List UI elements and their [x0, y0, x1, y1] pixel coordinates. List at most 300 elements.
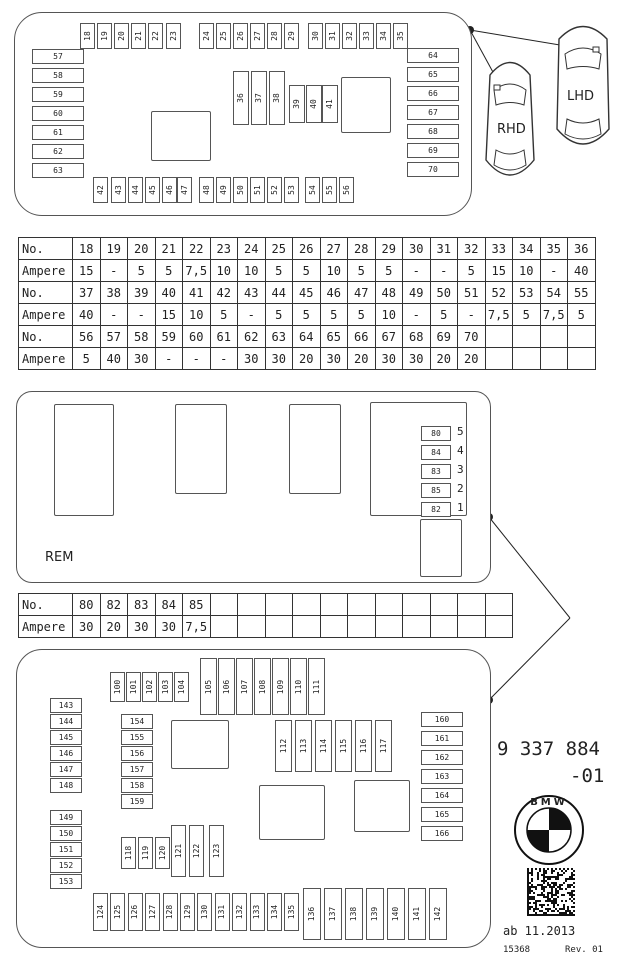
fuse-42	[93, 177, 108, 203]
fuse-22	[148, 23, 163, 49]
fuse-65: 65	[407, 67, 459, 82]
fuse-141	[408, 888, 426, 940]
table-cell: 53	[513, 282, 541, 304]
bottom-fuse-box-panel	[16, 649, 491, 948]
fuse-35	[393, 23, 408, 49]
table-cell: 54	[540, 282, 568, 304]
fuse-67: 67	[407, 105, 459, 120]
row-header: No.	[19, 594, 73, 616]
fuse-148: 148	[50, 778, 82, 793]
fuse-130	[197, 893, 212, 931]
fuse-127	[145, 893, 160, 931]
fuse-label: 139	[370, 906, 379, 922]
table-row	[19, 616, 513, 638]
fuse-label: 135	[286, 904, 296, 920]
fuse-label: 102	[144, 679, 154, 695]
fuse-112	[275, 720, 292, 772]
fuse-label: 48	[201, 185, 211, 195]
table-cell: 10	[238, 260, 266, 282]
fuse-label: 21	[133, 31, 143, 41]
datamatrix-code	[527, 868, 575, 916]
fuse-54	[305, 177, 320, 203]
bmw-logo	[513, 794, 585, 866]
fuse-24	[199, 23, 214, 49]
table-cell: 5	[348, 304, 376, 326]
fuse-label: 114	[318, 738, 328, 754]
table-cell: 80	[73, 594, 101, 616]
fuse-144: 144	[50, 714, 82, 729]
relay-block-c	[354, 780, 410, 832]
fuse-46	[162, 177, 177, 203]
fuse-label: 121	[173, 843, 183, 859]
fuse-label: 31	[327, 31, 337, 41]
fuse-25	[216, 23, 231, 49]
table-cell: 5	[375, 260, 403, 282]
table-cell: 84	[155, 594, 183, 616]
table-cell: 68	[403, 326, 431, 348]
fuse-label: 20	[116, 31, 126, 41]
row-header: No.	[19, 282, 73, 304]
table-cell: 34	[513, 238, 541, 260]
rem-fuse-box-panel	[16, 391, 491, 583]
l-shaped-block	[370, 402, 467, 516]
table-cell: 20	[293, 348, 321, 370]
fuse-label: 129	[182, 904, 192, 920]
fuse-label: 127	[147, 904, 157, 920]
fuse-label: 19	[99, 31, 109, 41]
fuse-84: 84	[421, 445, 451, 460]
fuse-159: 159	[121, 794, 153, 809]
table-cell: 20	[430, 348, 458, 370]
fuse-131	[215, 893, 230, 931]
fuse-161: 161	[421, 731, 463, 746]
table-cell: 20	[128, 238, 156, 260]
fuse-label: 36	[236, 93, 245, 103]
fuse-label: 24	[201, 31, 211, 41]
fuse-105	[200, 658, 217, 715]
fuse-158: 158	[121, 778, 153, 793]
table-cell: 30	[128, 348, 156, 370]
rem-position-label: 3	[457, 463, 464, 476]
table-cell: 30	[155, 616, 183, 638]
table-cell	[375, 594, 403, 616]
fuse-162: 162	[421, 750, 463, 765]
relay-block-2	[175, 404, 227, 494]
fuse-label: 107	[239, 679, 249, 694]
fuse-111	[308, 658, 325, 715]
fuse-38	[269, 71, 285, 125]
fuse-83: 83	[421, 464, 451, 479]
table-cell: 49	[403, 282, 431, 304]
fuse-145: 145	[50, 730, 82, 745]
table-cell	[375, 616, 403, 638]
table-cell	[403, 616, 431, 638]
fuse-label: 44	[130, 185, 140, 195]
fuse-label: 109	[275, 679, 285, 694]
fuse-36	[233, 71, 249, 125]
fuse-label: 132	[234, 904, 244, 920]
table-cell: 42	[210, 282, 238, 304]
fuse-63: 63	[32, 163, 84, 178]
fuse-102	[142, 672, 157, 702]
table-cell: 5	[513, 304, 541, 326]
fuse-66: 66	[407, 86, 459, 101]
fuse-label: 106	[221, 679, 231, 694]
fuse-label: 39	[292, 99, 301, 109]
fuse-56	[339, 177, 354, 203]
fuse-60: 60	[32, 106, 84, 121]
car-lhd-icon	[553, 14, 613, 154]
rem-position-label: 4	[457, 444, 464, 457]
fuse-label: 22	[150, 31, 160, 41]
fuse-ampere-table-2	[18, 593, 513, 638]
fuse-49	[216, 177, 231, 203]
lhd-label: LHD	[567, 89, 595, 104]
table-cell: 15	[155, 304, 183, 326]
row-header: Ampere	[19, 348, 73, 370]
fuse-58: 58	[32, 68, 84, 83]
fuse-68: 68	[407, 124, 459, 139]
fuse-114	[315, 720, 332, 772]
fuse-143: 143	[50, 698, 82, 713]
row-header: Ampere	[19, 260, 73, 282]
fuse-label: 140	[391, 906, 400, 922]
fuse-61: 61	[32, 125, 84, 140]
fuse-label: 50	[235, 185, 245, 195]
table-cell: -	[100, 304, 128, 326]
fuse-109	[272, 658, 289, 715]
table-cell	[485, 594, 513, 616]
table-cell: 62	[238, 326, 266, 348]
table-cell	[320, 616, 348, 638]
table-cell: 37	[73, 282, 101, 304]
rem-position-label: 1	[457, 501, 464, 514]
fuse-142	[429, 888, 447, 940]
fuse-label: 101	[128, 679, 138, 695]
car-rhd-diagram	[480, 50, 540, 194]
fuse-29	[284, 23, 299, 49]
table-cell: 39	[128, 282, 156, 304]
fuse-label: 52	[269, 185, 279, 195]
fuse-41	[322, 85, 338, 123]
table-cell: 30	[375, 348, 403, 370]
table-cell: 5	[568, 304, 596, 326]
fuse-label: 46	[164, 185, 174, 195]
fuse-138	[345, 888, 363, 940]
table-cell: 7,5	[485, 304, 513, 326]
fuse-156: 156	[121, 746, 153, 761]
rhd-label: RHD	[497, 122, 526, 137]
fuse-label: 112	[278, 738, 288, 754]
table-cell	[265, 594, 293, 616]
table-cell: 66	[348, 326, 376, 348]
table-cell	[320, 594, 348, 616]
fuse-51	[250, 177, 265, 203]
table-cell	[540, 326, 568, 348]
fuse-label: 119	[140, 845, 150, 861]
fuse-82: 82	[421, 502, 451, 517]
fuse-118	[121, 837, 136, 869]
table-cell: 5	[73, 348, 101, 370]
fuse-146: 146	[50, 746, 82, 761]
fuse-label: 32	[344, 31, 354, 41]
table-cell	[513, 326, 541, 348]
date-label: ab 11.2013	[503, 924, 576, 938]
table-cell: 58	[128, 326, 156, 348]
fuse-label: 138	[349, 906, 358, 922]
table-cell: 57	[100, 326, 128, 348]
table-cell: 60	[183, 326, 211, 348]
table-cell: 5	[128, 260, 156, 282]
table-cell: -	[210, 348, 238, 370]
table-cell	[458, 616, 486, 638]
fuse-151: 151	[50, 842, 82, 857]
fuse-label: 141	[412, 906, 421, 922]
fuse-label: 37	[254, 93, 263, 103]
fuse-40	[306, 85, 322, 123]
row-header: Ampere	[19, 304, 73, 326]
fuse-59: 59	[32, 87, 84, 102]
bmw-logo-text: BMW	[530, 797, 568, 808]
fuse-32	[342, 23, 357, 49]
table-cell: -	[100, 260, 128, 282]
fuse-label: 26	[235, 31, 245, 41]
table-cell	[430, 616, 458, 638]
fuse-124	[93, 893, 108, 931]
fuse-label: 56	[341, 185, 351, 195]
fuse-37	[251, 71, 267, 125]
fuse-label: 54	[307, 185, 317, 195]
table-cell: 5	[430, 304, 458, 326]
table-cell: -	[540, 260, 568, 282]
fuse-label: 136	[307, 906, 316, 922]
table-cell: 5	[210, 304, 238, 326]
fuse-164: 164	[421, 788, 463, 803]
fuse-149: 149	[50, 810, 82, 825]
fuse-85: 85	[421, 483, 451, 498]
fuse-157: 157	[121, 762, 153, 777]
fuse-label: 115	[338, 738, 348, 754]
fuse-57: 57	[32, 49, 84, 64]
table-cell	[238, 594, 266, 616]
fuse-label: 108	[257, 679, 267, 694]
table-cell: 30	[73, 616, 101, 638]
table-cell: 30	[238, 348, 266, 370]
table-cell: 65	[320, 326, 348, 348]
table-row	[19, 282, 596, 304]
relay-block-1	[54, 404, 114, 516]
fuse-label: 111	[311, 679, 321, 694]
fuse-label: 117	[378, 738, 388, 754]
fuse-121	[171, 825, 186, 877]
table-cell: 30	[128, 616, 156, 638]
table-cell: 85	[183, 594, 211, 616]
table-cell: 10	[375, 304, 403, 326]
fuse-139	[366, 888, 384, 940]
fuse-101	[126, 672, 141, 702]
table-cell: 5	[458, 260, 486, 282]
fuse-label: 104	[176, 679, 186, 695]
table-cell: 38	[100, 282, 128, 304]
fuse-163: 163	[421, 769, 463, 784]
fuse-label: 103	[160, 679, 170, 695]
table-cell: 45	[293, 282, 321, 304]
fuse-label: 47	[179, 185, 189, 195]
table-cell	[485, 326, 513, 348]
fuse-18	[80, 23, 95, 49]
fuse-label: 35	[395, 31, 405, 41]
table-cell: 44	[265, 282, 293, 304]
table-cell: 40	[568, 260, 596, 282]
revision-label: Rev. 01	[565, 945, 603, 955]
fuse-label: 29	[286, 31, 296, 41]
top-fuse-box-panel	[14, 12, 472, 216]
fuse-107	[236, 658, 253, 715]
fuse-label: 40	[309, 99, 318, 109]
table-cell	[430, 594, 458, 616]
table-cell: 5	[155, 260, 183, 282]
fuse-label: 116	[358, 738, 368, 754]
table-cell: -	[403, 304, 431, 326]
table-cell: 30	[403, 238, 431, 260]
fuse-label: 110	[293, 679, 303, 694]
fuse-106	[218, 658, 235, 715]
fuse-108	[254, 658, 271, 715]
fuse-48	[199, 177, 214, 203]
table-row	[19, 304, 596, 326]
fuse-45	[145, 177, 160, 203]
fuse-33	[359, 23, 374, 49]
fuse-154: 154	[121, 714, 153, 729]
fuse-133	[250, 893, 265, 931]
fuse-135	[284, 893, 299, 931]
table-cell	[568, 326, 596, 348]
fuse-113	[295, 720, 312, 772]
table-cell: 10	[210, 260, 238, 282]
table-cell	[238, 616, 266, 638]
table-cell: 33	[485, 238, 513, 260]
relay-block-a	[171, 720, 229, 769]
fuse-label: 53	[286, 185, 296, 195]
fuse-label: 118	[123, 845, 133, 861]
fuse-125	[110, 893, 125, 931]
table-cell: 50	[430, 282, 458, 304]
table-cell: 69	[430, 326, 458, 348]
fuse-134	[267, 893, 282, 931]
fuse-110	[290, 658, 307, 715]
fuse-166: 166	[421, 826, 463, 841]
table-cell: 15	[485, 260, 513, 282]
table-cell	[293, 594, 321, 616]
fuse-103	[158, 672, 173, 702]
table-cell	[348, 616, 376, 638]
table-cell: 5	[348, 260, 376, 282]
fuse-26	[233, 23, 248, 49]
relay-block-b	[259, 785, 325, 840]
fuse-label: 133	[252, 904, 262, 920]
table-cell: 35	[540, 238, 568, 260]
rem-position-label: 5	[457, 425, 464, 438]
fuse-20	[114, 23, 129, 49]
fuse-label: 123	[211, 843, 221, 859]
table-cell: 27	[320, 238, 348, 260]
table-cell: 51	[458, 282, 486, 304]
table-cell: 25	[265, 238, 293, 260]
table-cell: -	[128, 304, 156, 326]
table-cell: 7,5	[540, 304, 568, 326]
table-cell	[210, 616, 238, 638]
fuse-label: 34	[378, 31, 388, 41]
table-cell: 21	[155, 238, 183, 260]
fuse-137	[324, 888, 342, 940]
fuse-152: 152	[50, 858, 82, 873]
table-cell: -	[183, 348, 211, 370]
rem-position-label: 2	[457, 482, 464, 495]
table-cell: 5	[320, 304, 348, 326]
fuse-129	[180, 893, 195, 931]
table-cell: 5	[265, 260, 293, 282]
table-cell: 31	[430, 238, 458, 260]
fuse-label: 23	[168, 31, 178, 41]
table-cell	[265, 616, 293, 638]
row-header: No.	[19, 326, 73, 348]
fuse-64: 64	[407, 48, 459, 63]
fuse-28	[267, 23, 282, 49]
table-cell: 64	[293, 326, 321, 348]
fuse-115	[335, 720, 352, 772]
fuse-153: 153	[50, 874, 82, 889]
relay-block-4	[420, 519, 462, 577]
fuse-55	[322, 177, 337, 203]
fuse-140	[387, 888, 405, 940]
fuse-label: 51	[252, 185, 262, 195]
fuse-165: 165	[421, 807, 463, 822]
fuse-label: 41	[325, 99, 334, 109]
fuse-label: 27	[252, 31, 262, 41]
fuse-69: 69	[407, 143, 459, 158]
table-cell: 36	[568, 238, 596, 260]
code-label: 15368	[503, 945, 531, 955]
table-cell: 46	[320, 282, 348, 304]
table-cell: 15	[73, 260, 101, 282]
table-cell: 30	[403, 348, 431, 370]
table-cell: -	[155, 348, 183, 370]
table-cell: 7,5	[183, 260, 211, 282]
relay-block-right	[341, 77, 391, 133]
table-row	[19, 260, 596, 282]
fuse-21	[131, 23, 146, 49]
datamatrix-icon	[527, 868, 575, 916]
fuse-label: 113	[298, 738, 308, 754]
table-cell: -	[458, 304, 486, 326]
fuse-label: 128	[165, 904, 175, 920]
fuse-label: 134	[269, 904, 279, 920]
table-cell: 20	[348, 348, 376, 370]
fuse-126	[128, 893, 143, 931]
table-cell: -	[403, 260, 431, 282]
fuse-label: 55	[324, 185, 334, 195]
fuse-label: 18	[82, 31, 92, 41]
table-cell	[568, 348, 596, 370]
fuse-100	[110, 672, 125, 702]
part-number-line2: -01	[570, 765, 605, 787]
fuse-43	[111, 177, 126, 203]
fuse-label: 105	[203, 679, 213, 694]
fuse-label: 42	[95, 185, 105, 195]
table-cell: 5	[265, 304, 293, 326]
table-cell	[348, 594, 376, 616]
fuse-80: 80	[421, 426, 451, 441]
